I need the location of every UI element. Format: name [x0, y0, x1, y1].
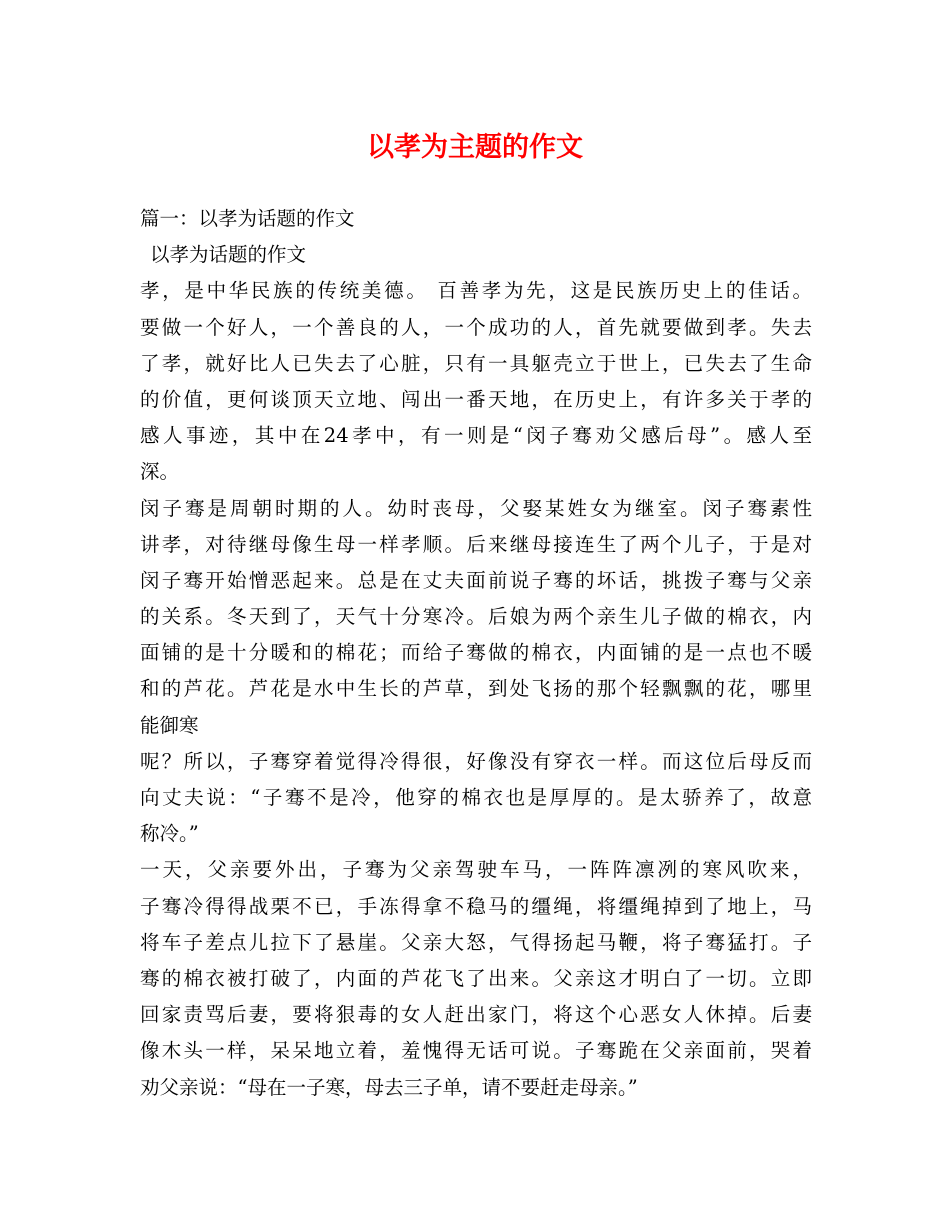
paragraph-line: 了孝，就好比人已失去了心脏，只有一具躯壳立于世上，已失去了生命: [140, 351, 812, 375]
paragraph-line: 孝，是中华民族的传统美德。 百善孝为先，这是民族历史上的佳话。: [140, 279, 812, 303]
paragraph-line: 感人事迹，其中在24孝中，有一则是“闵子骞劝父感后母”。感人至: [140, 424, 812, 448]
paragraph-line: 面铺的是十分暖和的棉花；而给子骞做的棉衣，内面铺的是一点也不暖: [140, 641, 812, 665]
paragraph-line: 的关系。冬天到了，天气十分寒冷。后娘为两个亲生儿子做的棉衣，内: [140, 605, 812, 629]
paragraph-line: 能御寒: [140, 713, 199, 737]
paragraph-line: 称冷。”: [140, 822, 199, 846]
paragraph-line: 的价值，更何谈顶天立地、闯出一番天地，在历史上，有许多关于孝的: [140, 387, 812, 411]
paragraph-line: 向丈夫说：“子骞不是冷，他穿的棉衣也是厚厚的。是太骄养了，故意: [140, 786, 812, 809]
paragraph-line: 像木头一样，呆呆地立着，羞愧得无话可说。子骞跪在父亲面前，哭着: [140, 1039, 812, 1063]
section-subheading: 以孝为话题的作文: [150, 243, 307, 267]
paragraph-line: 劝父亲说：“母在一子寒，母去三子单，请不要赶走母亲。”: [140, 1075, 638, 1099]
paragraph-line: 闵子骞是周朝时期的人。幼时丧母，父娶某姓女为继室。闵子骞素性: [140, 496, 812, 520]
paragraph-line: 回家责骂后妻，要将狠毒的女人赶出家门，将这个心恶女人休掉。后妻: [140, 1003, 812, 1027]
paragraph-line: 和的芦花。芦花是水中生长的芦草，到处飞扬的那个轻飘飘的花，哪里: [140, 677, 812, 701]
paragraph-line: 将车子差点儿拉下了悬崖。父亲大怒，气得扬起马鞭，将子骞猛打。子: [140, 930, 812, 954]
paragraph-line: 呢？所以，子骞穿着觉得冷得很，好像没有穿衣一样。而这位后母反而: [140, 749, 812, 773]
paragraph-line: 讲孝，对待继母像生母一样孝顺。后来继母接连生了两个儿子，于是对: [140, 532, 812, 556]
paragraph-line: 子骞冷得得战栗不已，手冻得拿不稳马的缰绳，将缰绳掉到了地上，马: [140, 894, 812, 918]
paragraph-line: 深。: [140, 460, 180, 484]
section-heading: 篇一：以孝为话题的作文: [140, 207, 355, 230]
paragraph-line: 骞的棉衣被打破了，内面的芦花飞了出来。父亲这才明白了一切。立即: [140, 966, 812, 990]
paragraph-line: 要做一个好人，一个善良的人，一个成功的人，首先就要做到孝。失去: [140, 315, 812, 339]
document-body: [140, 201, 812, 1106]
paragraph-line: 闵子骞开始憎恶起来。总是在丈夫面前说子骞的坏话，挑拨子骞与父亲: [140, 568, 812, 592]
paragraph-line: 一天，父亲要外出，子骞为父亲驾驶车马，一阵阵凛冽的寒风吹来，: [140, 858, 812, 882]
document-title: 以孝为主题的作文: [367, 132, 583, 163]
